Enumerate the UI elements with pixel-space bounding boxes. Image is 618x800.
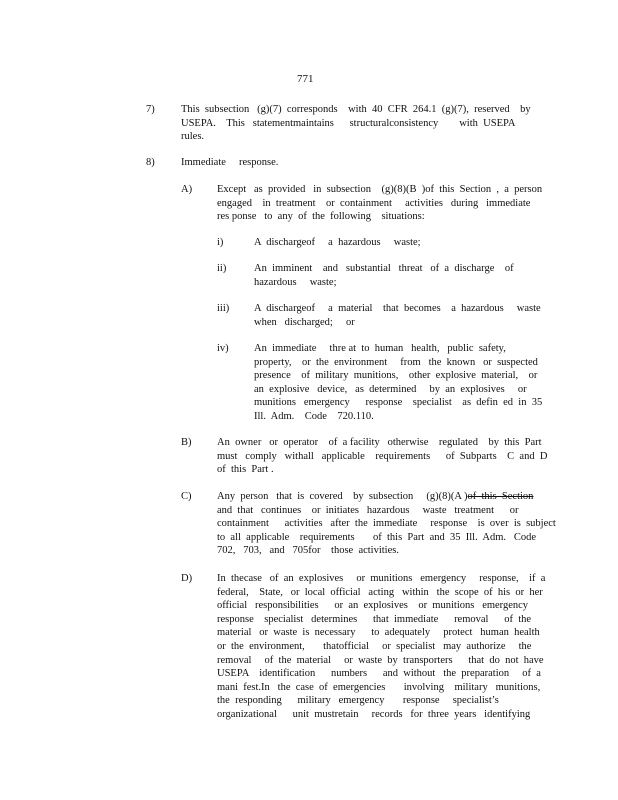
text-line: mani fest.In the case of emergencies involving military munitions, (217, 681, 541, 693)
item-label-i: i) (217, 237, 224, 248)
text-line: presence of military munitions, other explosive material, or (254, 370, 538, 382)
text-line: In thecase of an explosives or munitions emergency response, if a (217, 573, 546, 584)
text-line: USEPA. This statementmaintains structuralconsistency with USEPA (181, 117, 516, 129)
item-label-iv: iv) (217, 343, 229, 354)
text-line: hazardous waste; (254, 276, 337, 288)
text-line: must comply withall applicable requirements of Subparts C and D (217, 450, 548, 462)
text-line: to all applicable requirements of this Part and 35 Ill. Adm. Code (217, 531, 537, 543)
text-line: A dischargeof a hazardous waste; (254, 237, 421, 248)
item-A-text (217, 183, 542, 224)
text-line: official responsibilities or an explosives or munitions emergency (217, 600, 529, 612)
item-B-text (217, 436, 547, 477)
item-8-text (181, 156, 278, 170)
text-line: property, or the environment from the known or suspected (254, 356, 538, 368)
text-line: res ponse to any of the following situations: (217, 211, 425, 223)
item-ii-text (254, 262, 514, 289)
item-i-text (254, 236, 421, 250)
text-line: removal of the material or waste by transporters that do not have (217, 654, 544, 666)
text-line: Except as provided in subsection (g)(8)(B )of this Section , a person (217, 184, 543, 195)
item-7-text (181, 103, 531, 144)
text-line: engaged in treatment or containment activities during immediate (217, 197, 531, 209)
item-label-C: C) (181, 491, 192, 502)
item-iv-text (254, 342, 542, 424)
text-line: response specialist determines that immediate removal of the (217, 613, 532, 625)
text-line: when discharged; or (254, 316, 355, 328)
text-line: an explosive device, as determined by an explosives or (254, 383, 527, 395)
item-iii-text (254, 302, 541, 329)
text-line: An imminent and substantial threat of a discharge of (254, 263, 514, 274)
text-line-start: Any person that is covered by subsection (g)(8)(A ) (217, 491, 468, 502)
item-label-D: D) (181, 573, 193, 584)
item-label-ii: ii) (217, 263, 227, 274)
item-label-B: B) (181, 437, 192, 448)
text-line: containment activities after the immediate response is over is subject (217, 518, 556, 530)
item-label-8: 8) (146, 157, 155, 168)
item-label-A: A) (181, 184, 193, 195)
page-number: 771 (297, 73, 314, 85)
text-line: USEPA identification numbers and without the preparation of a (217, 668, 541, 680)
text-line: munitions emergency response specialist as defin ed in 35 (254, 397, 543, 409)
text-line: rules. (181, 131, 205, 143)
text-line: organizational unit mustretain records for three years identifying (217, 708, 531, 720)
text-line: the responding military emergency response specialist’s (217, 695, 499, 707)
text-line: Ill. Adm. Code 720.110. (254, 410, 374, 422)
text-line: An owner or operator of a facility otherwise regulated by this Part (217, 437, 542, 448)
text-line: material or waste is necessary to adequately protect human health (217, 627, 540, 639)
text-line: federal, State, or local official acting within the scope of his or her (217, 586, 543, 598)
text-line (217, 490, 556, 504)
text-line: A dischargeof a material that becomes a hazardous waste (254, 303, 541, 314)
struck-text: of this Section (467, 491, 534, 502)
text-line: and that continues or initiates hazardous waste treatment or (217, 504, 519, 516)
item-D-text (217, 572, 545, 722)
text-line: An immediate thre at to human health, public safety, (254, 343, 506, 354)
item-label-iii: iii) (217, 303, 230, 314)
text-line: This subsection (g)(7) corresponds with 40 CFR 264.1 (g)(7), reserved by (181, 104, 531, 115)
item-C-text (217, 490, 556, 558)
item-label-7: 7) (146, 104, 155, 115)
text-line: of this Part . (217, 464, 274, 476)
text-line: 702, 703, and 705for those activities. (217, 545, 399, 557)
text-line: Immediate response. (181, 157, 279, 168)
text-line: or the environment, thatofficial or specialist may authorize the (217, 640, 532, 652)
